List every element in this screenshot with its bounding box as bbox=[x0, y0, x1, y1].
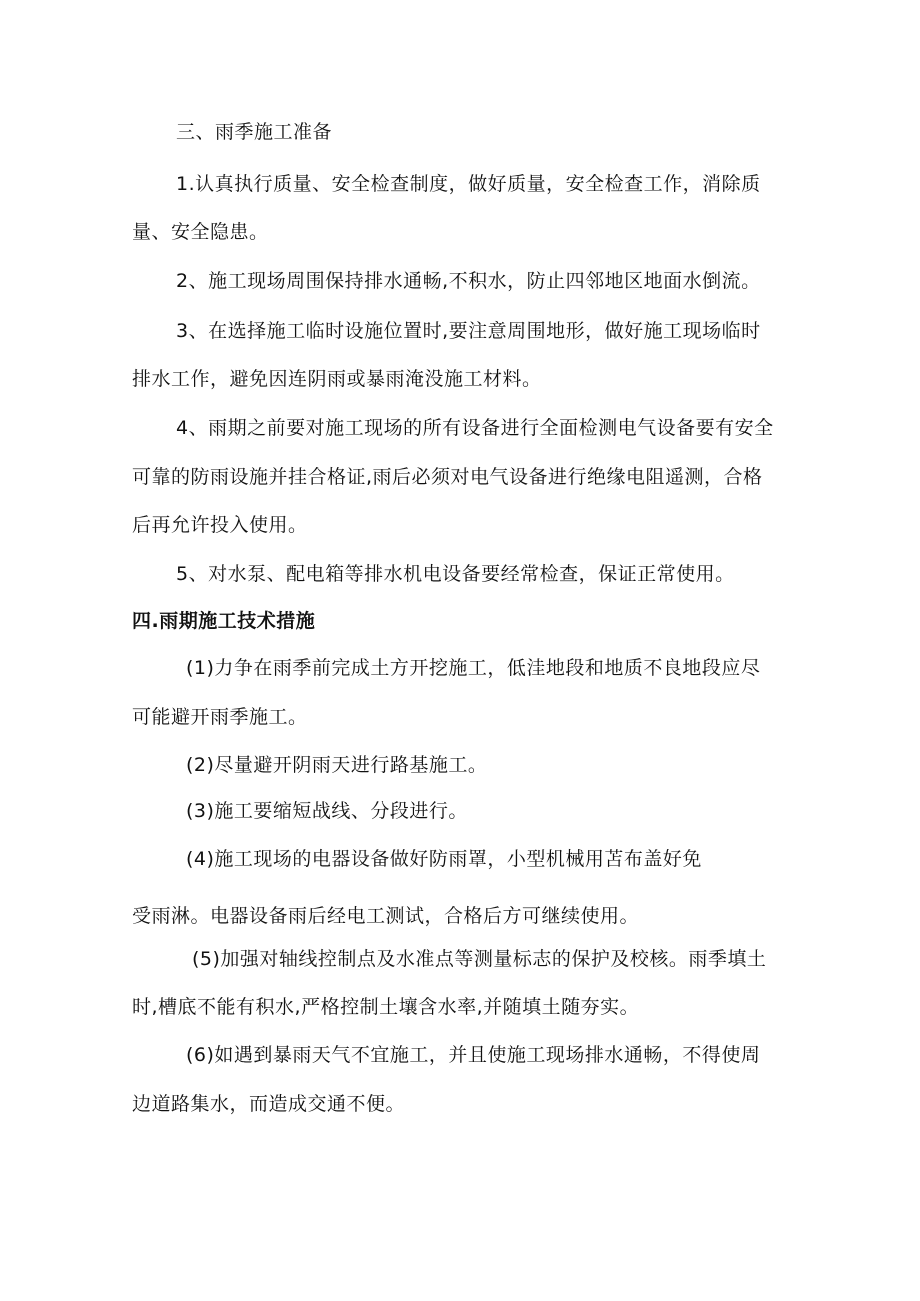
section-4-item-4-line-1: (4)施工现场的电器设备做好防雨罩，小型机械用苫布盖好免 bbox=[186, 848, 702, 870]
section-3-item-1-line-2: 量、安全隐患。 bbox=[132, 221, 269, 243]
section-3-item-3-line-1: 3、在选择施工临时设施位置时,要注意周围地形，做好施工现场临时 bbox=[176, 320, 761, 342]
section-4-item-2-line-1: (2)尽量避开阴雨天进行路基施工。 bbox=[186, 754, 488, 776]
section-4-item-3-line-1: (3)施工要缩短战线、分段进行。 bbox=[186, 800, 468, 822]
section-4-item-1-line-1: (1)力争在雨季前完成土方开挖施工，低洼地段和地质不良地段应尽 bbox=[186, 657, 761, 679]
section-3-item-4-line-3: 后再允许投入使用。 bbox=[132, 514, 308, 536]
section-3-item-2-line-1: 2、施工现场周围保持排水通畅,不积水，防止四邻地区地面水倒流。 bbox=[176, 270, 761, 292]
section-4-item-6-line-1: (6)如遇到暴雨天气不宜施工，并且使施工现场排水通畅，不得使周 bbox=[186, 1044, 761, 1066]
section-4-item-5-line-1: (5)加强对轴线控制点及水准点等测量标志的保护及校核。雨季填土 bbox=[192, 948, 767, 970]
section-3-item-1-line-1: 1.认真执行质量、安全检查制度，做好质量，安全检查工作，消除质 bbox=[176, 173, 761, 195]
section-3-item-4-line-1: 4、雨期之前要对施工现场的所有设备进行全面检测电气设备要有安全 bbox=[176, 417, 774, 439]
section-4-heading: 四.雨期施工技术措施 bbox=[132, 610, 316, 632]
section-3-item-5-line-1: 5、对水泵、配电箱等排水机电设备要经常检查，保证正常使用。 bbox=[176, 563, 735, 585]
section-4-item-6-line-2: 边道路集水，而造成交通不便。 bbox=[132, 1093, 406, 1115]
section-3-heading: 三、雨季施工准备 bbox=[176, 121, 333, 143]
section-4-item-5-line-2: 时,槽底不能有积水,严格控制土壤含水率,并随填土随夯实。 bbox=[132, 996, 640, 1018]
section-4-item-4-line-2: 受雨淋。电器设备雨后经电工测试，合格后方可继续使用。 bbox=[132, 905, 640, 927]
section-3-item-4-line-2: 可靠的防雨设施并挂合格证,雨后必须对电气设备进行绝缘电阻遥测，合格 bbox=[132, 466, 763, 488]
section-3-item-3-line-2: 排水工作，避免因连阴雨或暴雨淹没施工材料。 bbox=[132, 368, 542, 390]
section-4-item-1-line-2: 可能避开雨季施工。 bbox=[132, 706, 308, 728]
